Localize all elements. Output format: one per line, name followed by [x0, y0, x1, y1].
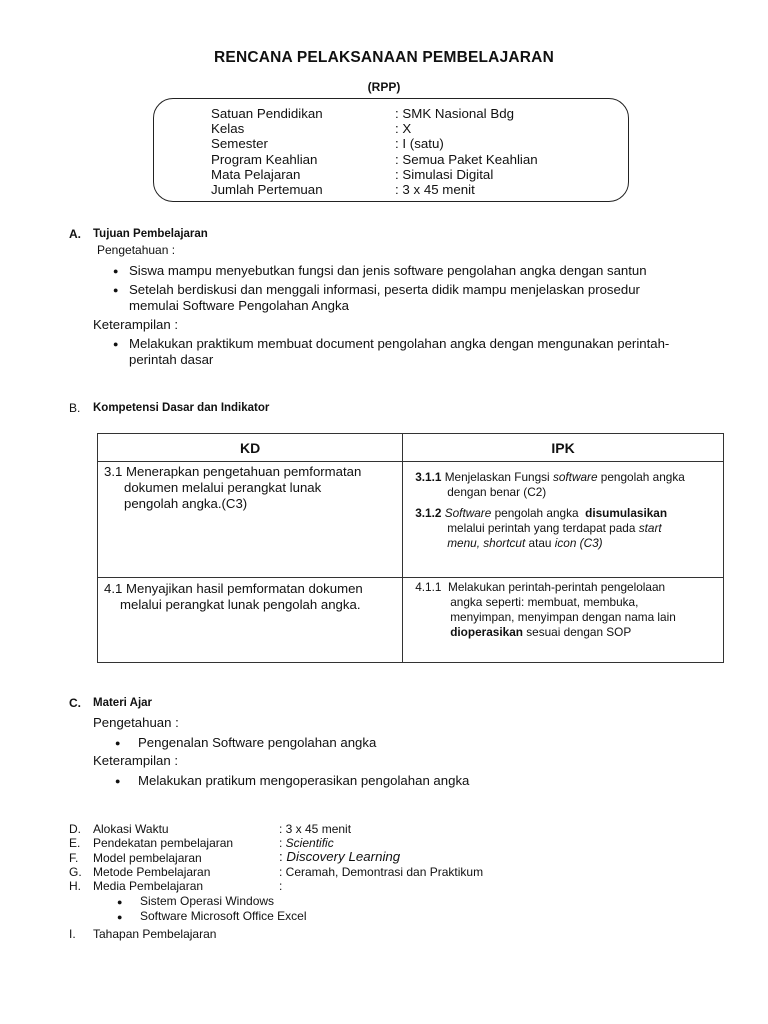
ipk-text: Melakukan perintah-perintah pengelolaan — [448, 580, 666, 594]
bullet-icon: ● — [117, 897, 123, 907]
kd-line: 3.1 Menerapkan pengetahuan pemformatan — [104, 464, 362, 479]
bullet-icon: ● — [113, 339, 119, 349]
bullet-icon: ● — [113, 266, 119, 276]
ipk-cell — [403, 578, 724, 663]
info-value: : Simulasi Digital — [395, 167, 494, 182]
list-item: Pengenalan Software pengolahan angka — [138, 735, 377, 750]
item-label: Model pembelajaran — [93, 851, 202, 865]
ipk-line — [415, 536, 723, 551]
ipk-text: disumulasikan — [585, 506, 668, 520]
table-row — [98, 578, 724, 663]
kd-line: pengolah angka.(C3) — [124, 496, 248, 511]
item-value: : 3 x 45 menit — [279, 822, 352, 836]
list-item: Sistem Operasi Windows — [140, 894, 275, 908]
subheading: Pengetahuan : — [97, 243, 176, 257]
item-letter: I. — [69, 927, 76, 941]
ipk-cell — [403, 462, 724, 578]
subheading: Keterampilan : — [93, 317, 179, 332]
ipk-text: sesuai dengan SOP — [522, 625, 632, 639]
section-letter: B. — [69, 401, 81, 415]
info-label: Semester — [211, 136, 268, 151]
table-header-row — [98, 434, 724, 462]
section-heading: Materi Ajar — [93, 697, 153, 709]
document-title: RENCANA PELAKSANAAN PEMBELAJARAN — [214, 49, 554, 66]
item-letter: H. — [69, 879, 81, 893]
ipk-line: dengan benar (C2) — [447, 485, 547, 499]
item-label: Pendekatan pembelajaran — [93, 836, 234, 850]
item-label: Tahapan Pembelajaran — [93, 927, 217, 941]
info-value: : X — [395, 121, 412, 136]
item-label: Alokasi Waktu — [93, 822, 169, 836]
ipk-number: 4.1.1 — [415, 580, 442, 594]
info-value: : Semua Paket Keahlian — [395, 152, 538, 167]
section-letter: A. — [69, 227, 81, 241]
ipk-text: icon (C3) — [554, 536, 603, 550]
kd-ipk-table — [97, 433, 724, 663]
item-value: : Ceramah, Demontrasi dan Praktikum — [279, 865, 484, 879]
info-value: : 3 x 45 menit — [395, 182, 475, 197]
ipk-line: angka seperti: membuat, membuka, — [450, 595, 639, 609]
section-heading: Kompetensi Dasar dan Indikator — [93, 402, 270, 414]
ipk-text: dioperasikan — [450, 625, 523, 639]
info-label: Jumlah Pertemuan — [211, 182, 323, 197]
section-heading: Tujuan Pembelajaran — [93, 228, 208, 240]
info-value: : I (satu) — [395, 136, 444, 151]
list-item: Setelah berdiskusi dan menggali informasi, peserta didik mampu menjelaskan prosedur — [129, 282, 640, 297]
list-item: Siswa mampu menyebutkan fungsi dan jenis software pengolahan angka dengan santun — [129, 263, 647, 278]
list-item: Melakukan pratikum mengoperasikan pengolahan angka — [138, 773, 470, 788]
list-item-continuation: memulai Software Pengolahan Angka — [129, 298, 349, 313]
ipk-number: 3.1.2 — [415, 506, 442, 520]
kd-cell — [98, 578, 403, 663]
ipk-text: pengolah angka — [597, 470, 685, 484]
ipk-text: Menjelaskan Fungsi — [444, 470, 553, 484]
list-item: Melakukan praktikum membuat document pengolahan angka dengan mengunakan perintah- — [129, 336, 670, 351]
list-item: Software Microsoft Office Excel — [140, 909, 307, 923]
kd-cell — [98, 462, 403, 578]
info-label: Program Keahlian — [211, 152, 318, 167]
ipk-text: menu, shortcut — [447, 536, 526, 550]
ipk-item — [415, 470, 723, 485]
ipk-number: 3.1.1 — [415, 470, 442, 484]
ipk-line — [415, 625, 723, 640]
ipk-line — [415, 521, 723, 536]
info-value: : SMK Nasional Bdg — [395, 106, 514, 121]
item-letter: G. — [69, 865, 82, 879]
table-row — [98, 462, 724, 578]
info-label: Satuan Pendidikan — [211, 106, 323, 121]
subheading: Pengetahuan : — [93, 715, 179, 730]
list-item-continuation: perintah dasar — [129, 352, 214, 367]
document-subtitle: (RPP) — [367, 80, 401, 94]
kd-line: melalui perangkat lunak pengolah angka. — [120, 597, 361, 612]
column-header-ipk: IPK — [403, 434, 724, 462]
ipk-text: software — [552, 470, 598, 484]
bullet-icon: ● — [115, 776, 121, 786]
ipk-text: Software — [444, 506, 492, 520]
item-value: : Scientific — [279, 836, 334, 850]
ipk-item — [415, 580, 723, 595]
item-letter: F. — [69, 851, 79, 865]
ipk-item — [415, 506, 723, 521]
ipk-text: pengolah angka — [491, 506, 586, 520]
info-label: Mata Pelajaran — [211, 167, 301, 182]
ipk-line: menyimpan, menyimpan dengan nama lain — [450, 610, 676, 624]
item-label: Metode Pembelajaran — [93, 865, 211, 879]
kd-line: dokumen melalui perangkat lunak — [124, 480, 322, 495]
item-value: : — [279, 879, 283, 893]
item-letter: D. — [69, 822, 81, 836]
item-label: Media Pembelajaran — [93, 879, 204, 893]
ipk-text: melalui perintah yang terdapat pada — [447, 521, 639, 535]
subheading: Keterampilan : — [93, 753, 179, 768]
ipk-text: atau — [525, 536, 555, 550]
kd-line: 4.1 Menyajikan hasil pemformatan dokumen — [104, 581, 363, 596]
bullet-icon: ● — [113, 285, 119, 295]
bullet-icon: ● — [117, 912, 123, 922]
section-letter: C. — [69, 696, 81, 710]
bullet-icon: ● — [115, 738, 121, 748]
column-header-kd: KD — [98, 434, 403, 462]
item-letter: E. — [69, 836, 81, 850]
info-label: Kelas — [211, 121, 245, 136]
ipk-text: start — [638, 521, 662, 535]
item-value: : Discovery Learning — [279, 849, 401, 864]
